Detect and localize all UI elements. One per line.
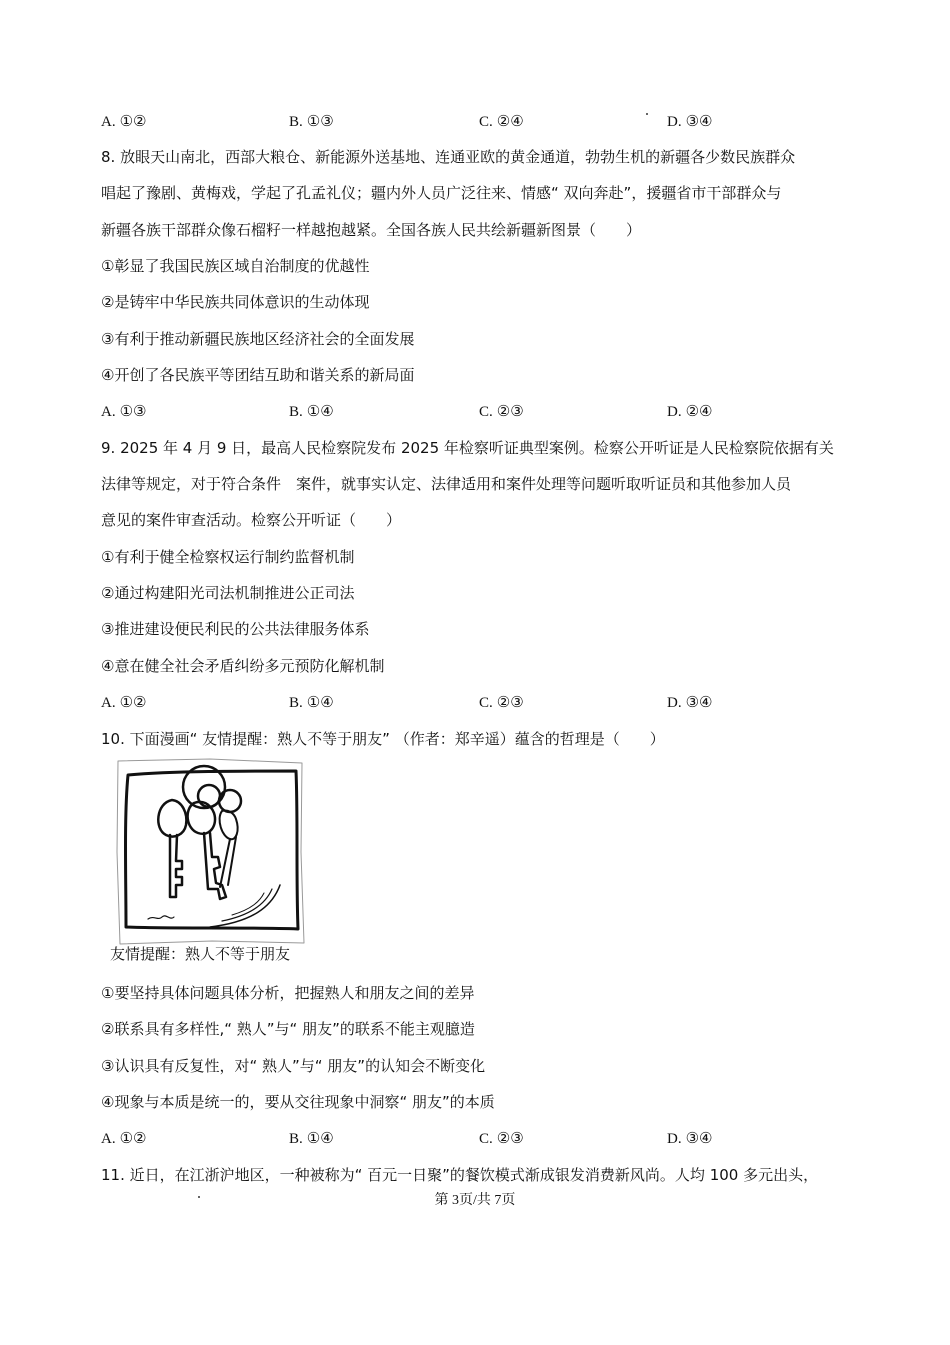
scan-speck (646, 113, 648, 115)
q9-stem-line-3: 意见的案件审查活动。检察公开听证（ ） (101, 511, 402, 529)
q8-options (101, 401, 841, 421)
cartoon-caption: 友情提醒：熟人不等于朋友 (110, 945, 291, 963)
q7-option-c[interactable]: C. ②④ (479, 112, 524, 130)
q10-statement-4: ④现象与本质是统一的，要从交往现象中洞察“ 朋友”的本质 (101, 1093, 495, 1111)
q11-stem-line-1: 11. 近日，在江浙沪地区，一种被称为“ 百元一日聚”的餐饮模式渐成银发消费新风尚。人均 100 多元出头， (101, 1166, 819, 1184)
q8-option-c[interactable]: C. ②③ (479, 402, 524, 420)
page-footer: 第 3页/共 7页 (434, 1193, 516, 1208)
q9-option-b[interactable]: B. ①④ (289, 693, 334, 711)
q9-options (101, 692, 841, 712)
q10-option-a[interactable]: A. ①② (101, 1129, 147, 1147)
q7-option-a[interactable]: A. ①② (101, 112, 147, 130)
q8-statement-1: ①彰显了我国民族区域自治制度的优越性 (101, 257, 370, 275)
q10-statement-2: ②联系具有多样性,“ 熟人”与“ 朋友”的联系不能主观臆造 (101, 1020, 475, 1038)
q10-option-b[interactable]: B. ①④ (289, 1129, 334, 1147)
q8-stem-line-3: 新疆各族干部群众像石榴籽一样越抱越紧。全国各族人民共绘新疆新图景（ ） (101, 221, 642, 239)
keys-cartoon-image (112, 757, 308, 945)
q10-options (101, 1128, 841, 1148)
q8-statement-3: ③有利于推动新疆民族地区经济社会的全面发展 (101, 330, 415, 348)
q9-stem-line-2: 法律等规定，对于符合条件 案件，就事实认定、法律适用和案件处理等问题听取听证员和其他参加人员 (101, 475, 792, 493)
q10-option-c[interactable]: C. ②③ (479, 1129, 524, 1147)
q9-option-d[interactable]: D. ③④ (667, 693, 713, 711)
q8-option-a[interactable]: A. ①③ (101, 402, 147, 420)
q8-stem-line-1: 8. 放眼天山南北，西部大粮仓、新能源外送基地、连通亚欧的黄金通道，勃勃生机的新疆各少数民族群众 (101, 148, 796, 166)
q8-statement-4: ④开创了各民族平等团结互助和谐关系的新局面 (101, 366, 415, 384)
q9-option-a[interactable]: A. ①② (101, 693, 147, 711)
q9-statement-4: ④意在健全社会矛盾纠纷多元预防化解机制 (101, 657, 385, 675)
q10-option-d[interactable]: D. ③④ (667, 1129, 713, 1147)
q8-stem-line-2: 唱起了豫剧、黄梅戏，学起了孔孟礼仪；疆内外人员广泛往来、情感“ 双向奔赴”，援疆省市干部群众与 (101, 184, 782, 202)
q9-option-c[interactable]: C. ②③ (479, 693, 524, 711)
q7-option-d[interactable]: D. ③④ (667, 112, 713, 130)
q9-stem-line-1: 9. 2025 年 4 月 9 日，最高人民检察院发布 2025 年检察听证典型案例。检察公开听证是人民检察院依据有关 (101, 439, 834, 457)
q8-option-d[interactable]: D. ②④ (667, 402, 713, 420)
q10-statement-3: ③认识具有反复性，对“ 熟人”与“ 朋友”的认知会不断变化 (101, 1057, 486, 1075)
q10-statement-1: ①要坚持具体问题具体分析，把握熟人和朋友之间的差异 (101, 984, 475, 1002)
q9-statement-2: ②通过构建阳光司法机制推进公正司法 (101, 584, 355, 602)
q7-option-b[interactable]: B. ①③ (289, 112, 334, 130)
q9-statement-1: ①有利于健全检察权运行制约监督机制 (101, 548, 355, 566)
q9-statement-3: ③推进建设便民利民的公共法律服务体系 (101, 620, 370, 638)
q8-statement-2: ②是铸牢中华民族共同体意识的生动体现 (101, 293, 370, 311)
q7-options (101, 111, 841, 131)
q8-option-b[interactable]: B. ①④ (289, 402, 334, 420)
q10-stem: 10. 下面漫画“ 友情提醒：熟人不等于朋友” （作者：郑辛遥）蕴含的哲理是（ ） (101, 730, 665, 748)
